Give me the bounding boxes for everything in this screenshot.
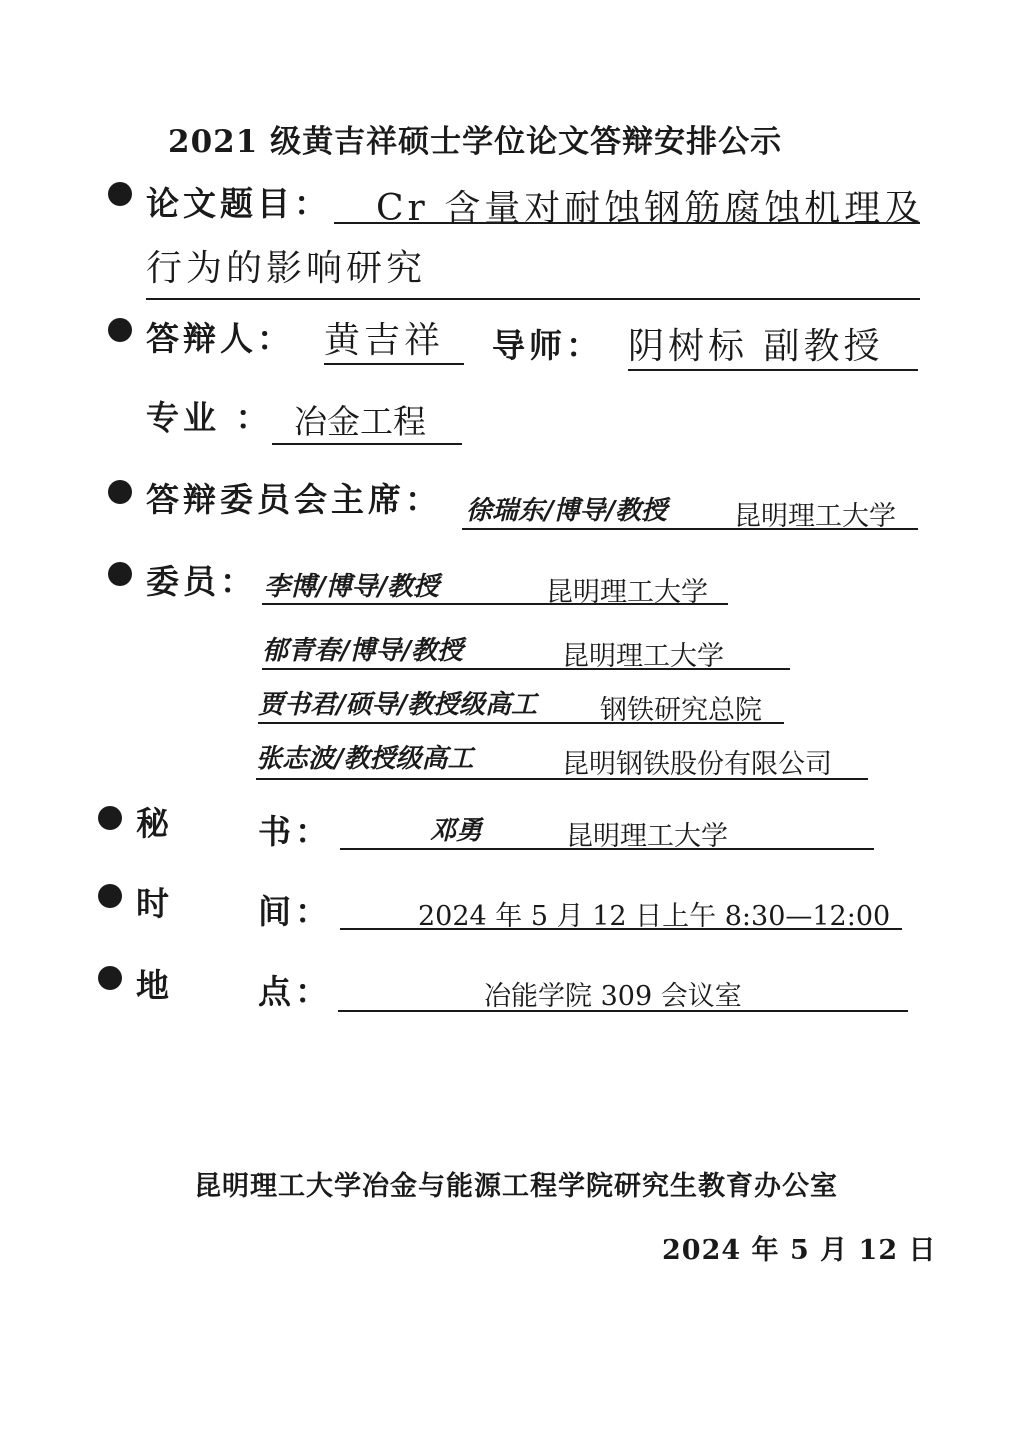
major-label: 专业 ： — [146, 398, 273, 437]
issuing-office: 昆明理工大学冶金与能源工程学院研究生教育办公室 — [194, 1171, 838, 1202]
bullet-icon — [108, 318, 132, 342]
secretary-org: 昆明理工大学 — [566, 821, 728, 852]
issue-date: 2024 年 5 月 12 日 — [662, 1235, 937, 1266]
chair-name: 徐瑞东/博导/教授 — [466, 496, 667, 526]
bullet-icon — [108, 480, 132, 504]
time-value: 2024 年 5 月 12 日上午 8:30—12:00 — [418, 901, 891, 932]
time-label: 间： — [258, 892, 332, 931]
thesis-title-line1: Cr 含量对耐蚀钢筋腐蚀机理及 — [376, 188, 925, 229]
time-label-char: 时 — [136, 884, 173, 923]
secretary-name: 邓勇 — [430, 816, 483, 846]
place-label: 点： — [258, 972, 332, 1011]
bullet-icon — [98, 966, 122, 990]
secretary-label: 书： — [258, 812, 332, 851]
thesis-title-line2: 行为的影响研究 — [146, 248, 427, 289]
advisor-label: 导师： — [492, 326, 603, 365]
member-org: 昆明理工大学 — [562, 641, 724, 672]
advisor-name: 阴树标 副教授 — [628, 318, 918, 371]
major-value: 冶金工程 — [272, 396, 462, 445]
defender-label: 答辩人： — [146, 319, 294, 358]
place-value: 冶能学院 309 会议室 — [484, 981, 742, 1012]
underline — [146, 298, 920, 300]
chair-label: 答辩委员会主席： — [146, 480, 442, 519]
member-org: 昆明理工大学 — [546, 577, 708, 608]
bullet-icon — [98, 884, 122, 908]
bullet-icon — [108, 562, 132, 586]
member-org: 钢铁研究总院 — [600, 695, 762, 726]
thesis-label: 论文题目： — [146, 184, 331, 223]
bullet-icon — [98, 806, 122, 830]
place-label-char: 地 — [136, 966, 173, 1005]
member-name: 贾书君/硕导/教授级高工 — [258, 690, 537, 720]
secretary-label-char: 秘 — [136, 804, 173, 843]
defender-name: 黄吉祥 — [324, 312, 464, 365]
bullet-icon — [108, 182, 132, 206]
members-label: 委员： — [146, 562, 257, 601]
member-name: 张志波/教授级高工 — [256, 744, 474, 774]
page-title: 2021 级黄吉祥硕士学位论文答辩安排公示 — [168, 124, 783, 160]
member-name: 李博/博导/教授 — [264, 572, 439, 602]
chair-org: 昆明理工大学 — [734, 501, 896, 532]
member-name: 郁青春/博导/教授 — [262, 636, 463, 666]
member-org: 昆明钢铁股份有限公司 — [562, 749, 832, 780]
